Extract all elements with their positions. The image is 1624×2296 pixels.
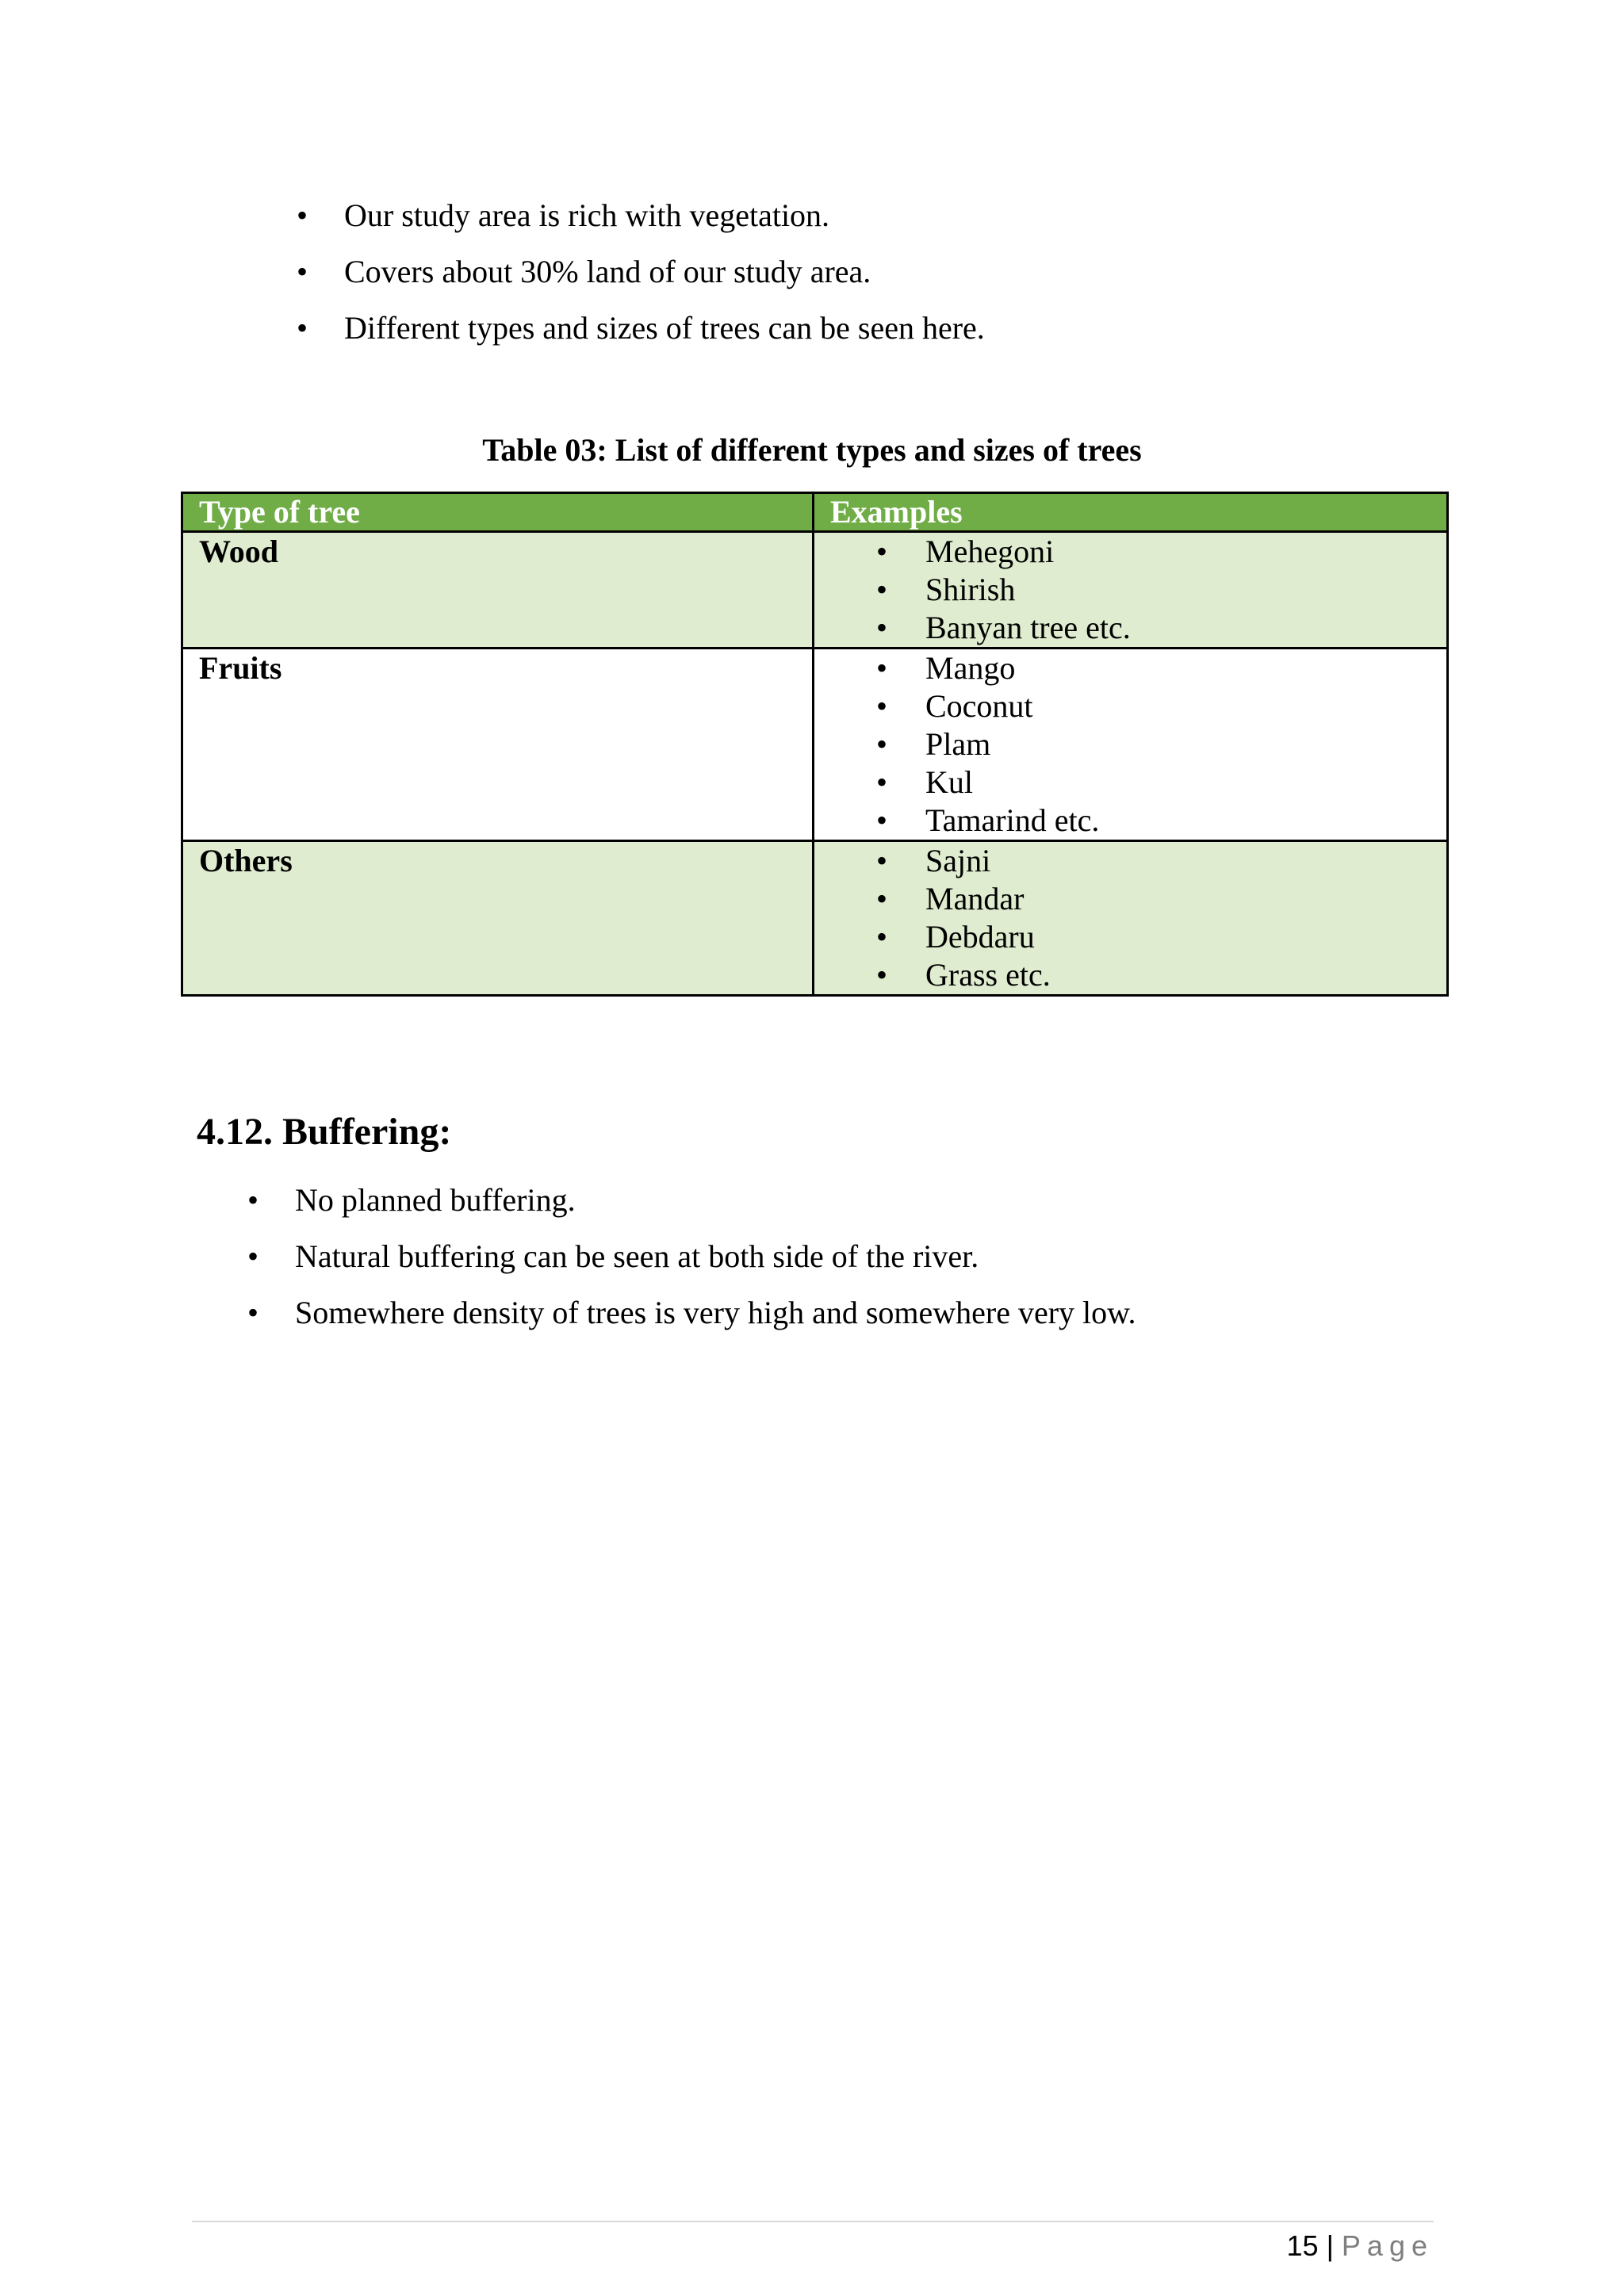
example-text: Coconut xyxy=(925,688,1033,724)
list-item xyxy=(814,533,1446,571)
example-text: Plam xyxy=(925,726,991,762)
list-item xyxy=(814,802,1446,840)
example-text: Mango xyxy=(925,650,1016,686)
bullet-icon: • xyxy=(247,1238,259,1274)
list-item-text: Natural buffering can be seen at both side of the river. xyxy=(295,1238,979,1274)
list-item xyxy=(814,842,1446,880)
bullet-icon: • xyxy=(876,610,888,645)
buffering-bullet-list xyxy=(247,1172,1136,1341)
example-text: Debdaru xyxy=(925,919,1035,955)
list-item xyxy=(814,956,1446,994)
examples-list xyxy=(814,842,1446,994)
column-header-type: Type of tree xyxy=(182,493,814,532)
bullet-icon: • xyxy=(876,650,888,686)
bullet-icon: • xyxy=(876,572,888,607)
list-item xyxy=(814,918,1446,956)
footer-separator: | xyxy=(1326,2229,1334,2262)
example-text: Shirish xyxy=(925,572,1016,607)
bullet-icon: • xyxy=(876,881,888,916)
examples-cell xyxy=(814,532,1448,649)
bullet-icon: • xyxy=(297,310,308,346)
list-item xyxy=(297,300,985,356)
page-label: Page xyxy=(1341,2229,1434,2262)
example-text: Sajni xyxy=(925,843,991,878)
example-text: Grass etc. xyxy=(925,957,1051,993)
list-item xyxy=(814,725,1446,763)
table-caption: Table 03: List of different types and sizes of trees xyxy=(482,432,1142,468)
list-item-text: Somewhere density of trees is very high and somewhere very low. xyxy=(295,1295,1136,1330)
bullet-icon: • xyxy=(247,1182,259,1218)
list-item xyxy=(297,187,985,243)
bullet-icon: • xyxy=(297,254,308,289)
list-item-text: Our study area is rich with vegetation. xyxy=(344,197,830,233)
example-text: Mandar xyxy=(925,881,1025,916)
bullet-icon: • xyxy=(876,843,888,878)
tree-type-cell: Others xyxy=(182,841,814,996)
bullet-icon: • xyxy=(876,688,888,724)
page-footer xyxy=(1287,2226,1434,2266)
table-header-row xyxy=(182,493,1448,532)
list-item xyxy=(814,880,1446,918)
bullet-icon: • xyxy=(876,919,888,955)
table-row xyxy=(182,532,1448,649)
bullet-icon: • xyxy=(876,534,888,569)
examples-cell xyxy=(814,841,1448,996)
tree-types-table xyxy=(181,492,1449,997)
list-item xyxy=(814,687,1446,725)
bullet-icon: • xyxy=(876,802,888,838)
bullet-icon: • xyxy=(297,197,308,233)
bullet-icon: • xyxy=(876,726,888,762)
list-item xyxy=(297,243,985,300)
list-item xyxy=(247,1228,1136,1284)
list-item-text: Covers about 30% land of our study area. xyxy=(344,254,871,289)
bullet-icon: • xyxy=(247,1295,259,1330)
list-item-text: No planned buffering. xyxy=(295,1182,576,1218)
bullet-icon: • xyxy=(876,764,888,800)
list-item-text: Different types and sizes of trees can be seen here. xyxy=(344,310,985,346)
example-text: Kul xyxy=(925,764,973,800)
example-text: Tamarind etc. xyxy=(925,802,1100,838)
footer-divider xyxy=(192,2221,1434,2222)
tree-type-cell: Fruits xyxy=(182,649,814,841)
tree-type-cell: Wood xyxy=(182,532,814,649)
list-item xyxy=(814,763,1446,802)
bullet-icon: • xyxy=(876,957,888,993)
list-item xyxy=(814,649,1446,687)
example-text: Mehegoni xyxy=(925,534,1055,569)
examples-list xyxy=(814,533,1446,647)
examples-list xyxy=(814,649,1446,840)
list-item xyxy=(814,609,1446,647)
list-item xyxy=(247,1284,1136,1341)
section-heading: 4.12. Buffering: xyxy=(197,1111,452,1153)
list-item xyxy=(247,1172,1136,1228)
table-row xyxy=(182,841,1448,996)
intro-bullet-list xyxy=(297,187,985,356)
list-item xyxy=(814,571,1446,609)
examples-cell xyxy=(814,649,1448,841)
example-text: Banyan tree etc. xyxy=(925,610,1131,645)
column-header-examples: Examples xyxy=(814,493,1448,532)
table-row xyxy=(182,649,1448,841)
page-number: 15 xyxy=(1286,2229,1319,2262)
